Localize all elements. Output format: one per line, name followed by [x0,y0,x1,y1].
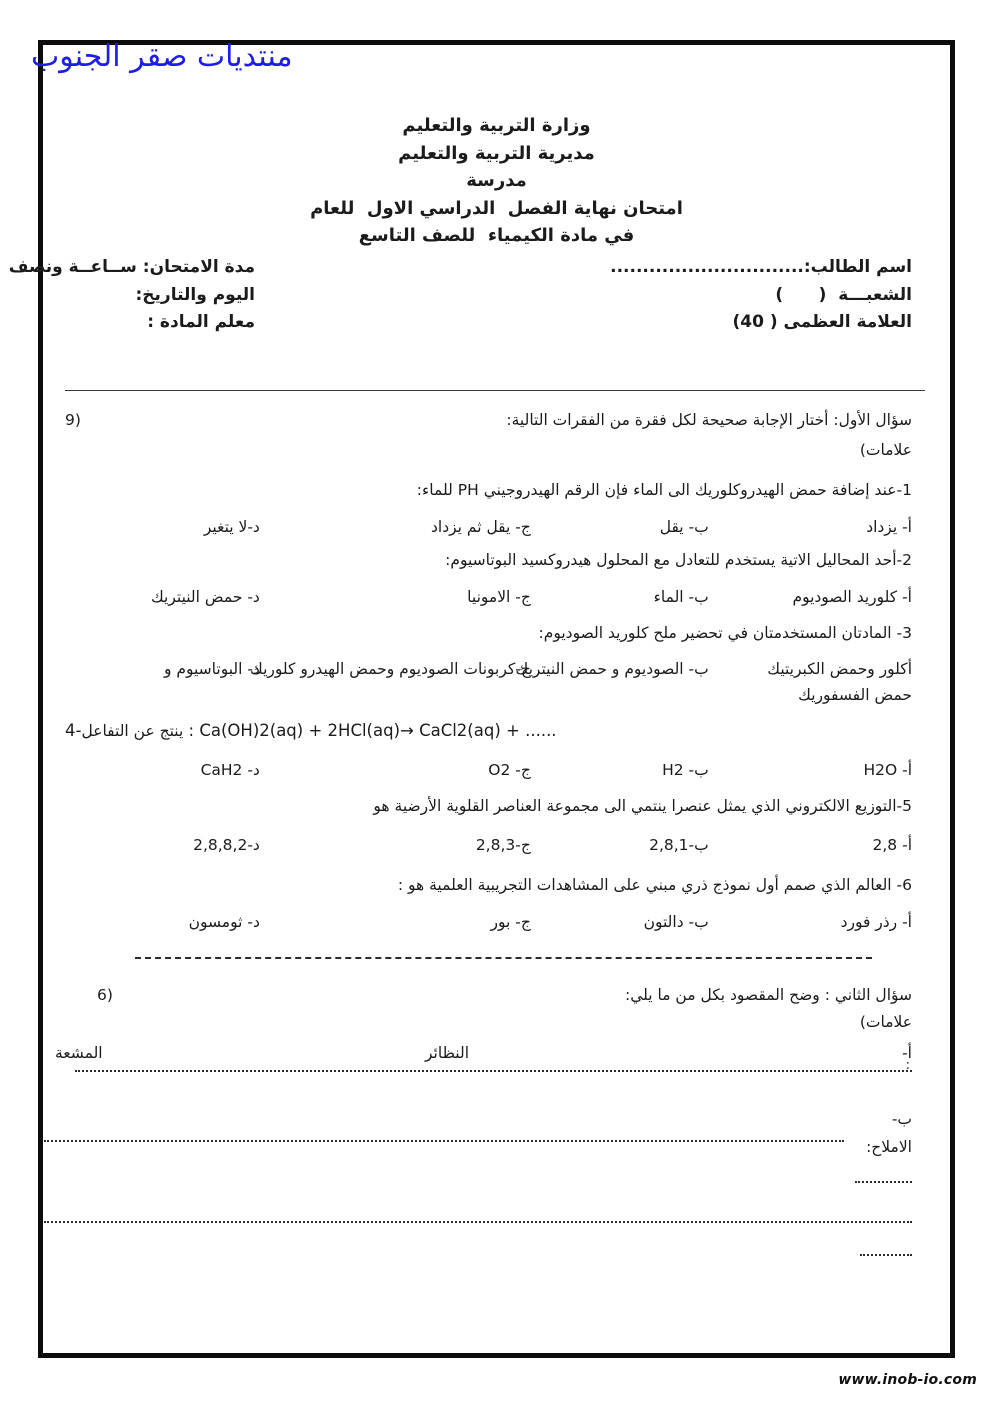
answer-dotted-line-short [860,1254,912,1256]
q2-item-b-term: الاملاح: [866,1138,912,1156]
option-a: أ- رذر فورد [840,913,912,931]
q1-item-5-options [65,836,912,854]
section-line: الشعبـــة ( ) [775,284,912,305]
option-b: ب- H2 [662,761,709,779]
q2-item-a-label: أ- [902,1044,912,1062]
option-c: ج- يقل ثم يزداد [430,518,531,536]
option-d: د- البوتاسيوم و [163,660,260,678]
answer-dotted-line [44,1140,844,1142]
q2-marks-open: (6 [97,986,113,1004]
q1-item-4-options [65,761,912,779]
option-b: ب- يقل [659,518,709,536]
option-b: ب- دالتون [643,913,709,931]
option-a: أ- H2O [863,761,912,779]
option-a: أ- يزداد [866,518,912,536]
q2-marks-close: علامات) [859,1013,912,1031]
forum-watermark: منتديات صقر الجنوب [31,39,293,74]
option-d: د- CaH2 [200,761,260,779]
q1-item-2-options [65,588,912,606]
q1-item-3-option-d-continuation: حمض الفسفوريك [798,686,912,704]
option-d: د-2,8,8,2 [193,836,260,854]
q2-title-row [65,986,912,1004]
q2-item-b-label: ب- [891,1110,912,1128]
ministry-line: وزارة التربية والتعليم [402,115,591,136]
q1-item-4-text [65,722,912,740]
q1-title-row [65,411,912,429]
option-b: ب-2,8,1 [649,836,709,854]
max-mark-line: العلامة العظمى ( 40) [732,312,912,332]
answer-dotted-line-short [855,1181,912,1183]
exam-info-block [8,254,255,337]
q1-item-1-text: 1-عند إضافة حمض الهيدروكلوريك الى الماء فإن الرقم الهيدروجيني PH للماء: [416,481,912,499]
q1-item-3-options [65,660,912,678]
option-c: ج- الامونيا [467,588,531,606]
q1-item-6-text: 6- العالم الذي صمم أول نموذج ذري مبني على المشاهدات التجريبية العلمية هو : [397,876,912,894]
student-name-line: اسم الطالب:.............................. [610,257,912,277]
q1-marks-close: علامات) [859,441,912,459]
student-info-block [610,254,912,337]
q1-item-3-text: 3- المادتان المستخدمتان في تحضير ملح كلوريد الصوديوم: [538,624,912,642]
answer-dotted-line [44,1221,912,1223]
subject-grade-line: في مادة الكيمياء للصف التاسع [358,225,635,246]
option-c: ج- O2 [488,761,531,779]
q1-item-5-text: 5-التوزيع الالكتروني الذي يمثل عنصرا ينتمي الى مجموعة العناصر القلوية الأرضية هو [373,797,912,815]
option-b: ب- الصوديوم و حمض النيتريك [515,660,709,678]
option-a: أ- 2,8 [872,836,912,854]
duration-line: مدة الامتحان: ســاعــة ونصف [8,257,255,277]
option-d: د-لا يتغير [203,518,260,536]
option-a: أكلور وحمض الكبريتيك [767,660,912,678]
q1-item-2-text: 2-أحد المحاليل الاتية يستخدم للتعادل مع المحلول هيدروكسيد البوتاسيوم: [445,551,912,569]
q1-marks-open: (9 [65,411,81,429]
teacher-line: معلم المادة : [147,312,255,332]
option-c: ج-كربونات الصوديوم وحمض الهيدرو كلوريك [250,660,531,678]
option-c: ج-2,8,3 [475,836,531,854]
option-b: ب- الماء [653,588,709,606]
q2-item-a-colon: : [905,1058,910,1073]
option-a: أ- كلوريد الصوديوم [792,588,912,606]
q1-item-4-arabic: ينتج عن التفاعل [81,722,184,740]
q2-item-a-term-2: المشعة [55,1044,103,1062]
directorate-line: مديرية التربية والتعليم [398,142,595,164]
q1-title: سؤال الأول: أختار الإجابة صحيحة لكل فقرة من الفقرات التالية: [506,411,912,429]
q1-item-1-options [65,518,912,536]
document-header [38,112,955,250]
answer-dotted-line [75,1070,912,1072]
q1-item-4-equation: -4 : Ca(OH)2(aq) + 2HCl(aq)→ CaCl2(aq) + ...... [65,721,557,740]
exam-title-line: امتحان نهاية الفصل الدراسي الاول للعام [310,197,683,219]
option-d: د- حمض النيتريك [150,588,260,606]
section-dashed-separator [135,957,872,959]
option-c: ج- بور [490,913,531,931]
option-d: د- ثومسون [188,913,260,931]
q1-item-6-options [65,913,912,931]
school-line: مدرسة [466,170,527,191]
site-footer-url: www.inob-io.com [838,1372,977,1388]
q2-item-a-term-1: النظائر [425,1044,470,1062]
date-line: اليوم والتاريخ: [135,284,255,305]
header-divider-rule [65,390,925,391]
q2-title: سؤال الثاني : وضح المقصود بكل من ما يلي: [624,986,912,1004]
